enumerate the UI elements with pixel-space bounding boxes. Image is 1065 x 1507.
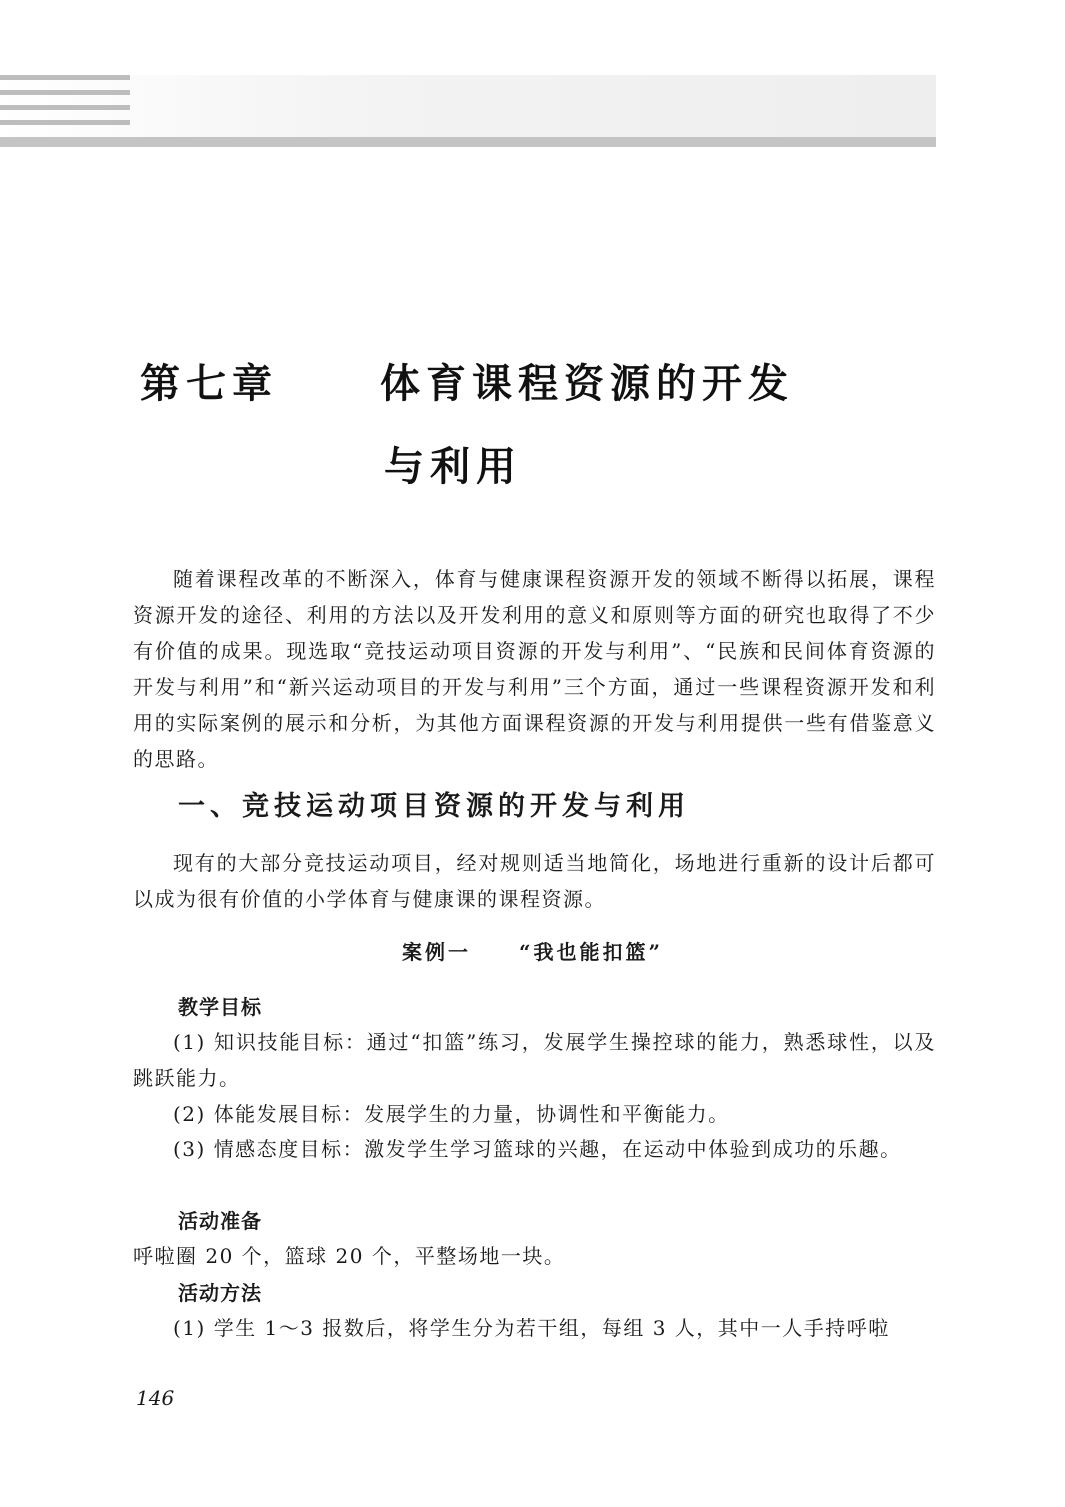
header-stripe <box>0 75 130 80</box>
chapter-title-line1: 体育课程资源的开发 <box>380 361 794 407</box>
case-name: “我也能扣篮” <box>518 940 663 964</box>
method-item: (1) 学生 1～3 报数后，将学生分为若干组，每组 3 人，其中一人手持呼啦 <box>173 1316 890 1340</box>
header-stripe <box>0 120 130 125</box>
prep-text: 呼啦圈 20 个，篮球 20 个，平整场地一块。 <box>133 1244 566 1268</box>
chapter-title-line2: 与利用 <box>384 444 522 490</box>
goals-heading: 教学目标 <box>178 995 262 1019</box>
case-title <box>0 936 1065 965</box>
goal-item: (3) 情感态度目标：激发学生学习篮球的兴趣，在运动中体验到成功的乐趣。 <box>173 1137 902 1161</box>
header-stripe <box>0 90 130 95</box>
intro-paragraph: 随着课程改革的不断深入，体育与健康课程资源开发的领域不断得以拓展，课程资源开发的途径、利用的方法以及开发利用的意义和原则等方面的研究也取得了不少有价值的成果。现选取“竞技运动项目资源的开发与利用”、“民族和民间体育资源的开发与利用”和“新兴运动项目的开发与利用”三个方面，通过一些课程资源开发和利用的实际案例的展示和分析，为其他方面课程资源的开发与利用提供一些有借鉴意义的思路。 <box>133 567 936 771</box>
section-heading: 一、竞技运动项目资源的开发与利用 <box>178 791 690 822</box>
case-label: 案例一 <box>401 940 471 964</box>
page-number: 146 <box>136 1386 175 1410</box>
chapter-number: 第七章 <box>140 361 278 407</box>
goal-item: (2) 体能发展目标：发展学生的力量，协调性和平衡能力。 <box>173 1102 730 1126</box>
header-stripe <box>0 105 130 110</box>
header-rule <box>0 137 936 147</box>
prep-heading: 活动准备 <box>178 1209 262 1233</box>
section-paragraph: 现有的大部分竞技运动项目，经对规则适当地简化，场地进行重新的设计后都可以成为很有价值的小学体育与健康课的课程资源。 <box>133 851 936 911</box>
goal-item: (1) 知识技能目标：通过“扣篮”练习，发展学生操控球的能力，熟悉球性，以及跳跃能力。 <box>133 1030 936 1090</box>
chapter-title <box>140 352 960 492</box>
method-heading: 活动方法 <box>178 1281 262 1305</box>
